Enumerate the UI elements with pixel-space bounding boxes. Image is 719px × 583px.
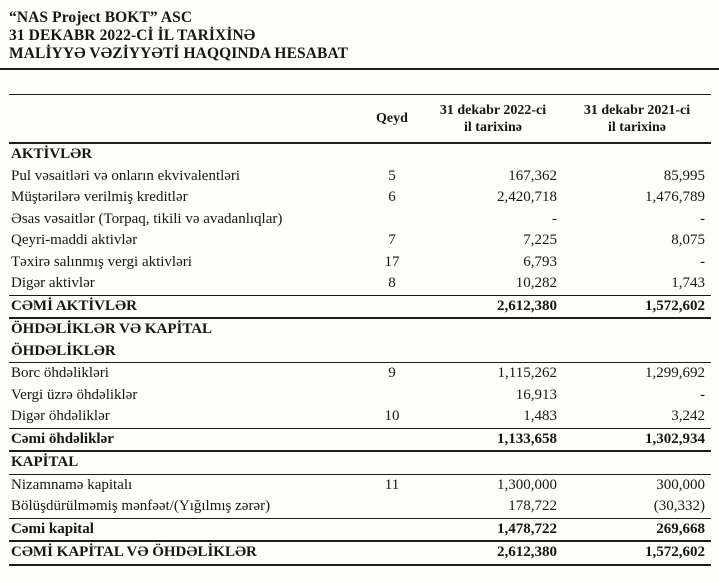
section-row (9, 143, 711, 166)
cell-y2021 (563, 451, 711, 474)
cell-note (361, 496, 423, 518)
table-row (9, 428, 711, 451)
company-name: “NAS Project BOKT” ASC (9, 9, 193, 26)
cell-label: CƏMİ KAPİTAL VƏ ÖHDƏLİKLƏR (9, 541, 361, 565)
table-row (9, 273, 711, 295)
column-header-row (9, 95, 711, 144)
cell-y2022: 178,722 (508, 498, 557, 514)
table-row (9, 166, 711, 188)
cell-note (361, 209, 423, 231)
cell-note (361, 541, 423, 565)
column-header-2021-text: 31 dekabr 2021-ci il tarixinə (583, 102, 691, 135)
cell-label: Bölüşdürülməmiş mənfəət/(Yığılmış zərər) (11, 498, 271, 514)
cell-y2022: 2,612,380 (423, 295, 563, 318)
cell-y2022: - (552, 210, 557, 227)
cell-label: Pul vəsaitləri və onların ekvivalentləri (11, 167, 241, 184)
cell-y2022: 6,793 (523, 253, 557, 270)
cell-y2021: 1,743 (671, 275, 705, 291)
cell-y2021: - (700, 253, 705, 270)
table-row (9, 252, 711, 274)
cell-y2021: 85,995 (663, 167, 705, 184)
cell-label: Borc öhdəlikləri (11, 365, 109, 381)
cell-label: Vergi üzrə öhdəliklər (11, 386, 138, 403)
cell-y2022: 1,483 (523, 408, 557, 424)
cell-y2022: 10,282 (515, 275, 557, 291)
cell-label: Qeyri-maddi aktivlər (11, 232, 138, 248)
cell-y2021: 269,668 (563, 518, 711, 541)
cell-note: 5 (388, 167, 396, 184)
cell-y2021: 8,075 (671, 232, 705, 248)
cell-label: ÖHDƏLİKLƏR (9, 341, 361, 363)
cell-note (361, 295, 423, 318)
cell-label: Digər aktivlər (11, 275, 95, 291)
cell-y2022: 2,612,380 (423, 541, 563, 565)
cell-note (361, 385, 423, 407)
cell-label: Digər öhdəliklər (11, 408, 110, 424)
section-row (9, 451, 711, 474)
column-header-note: Qeyd (361, 95, 423, 144)
cell-y2022: 1,133,658 (423, 428, 563, 451)
cell-note: 6 (388, 189, 396, 205)
cell-y2021 (563, 143, 711, 166)
column-header-2022 (423, 95, 563, 144)
cell-y2022: 16,913 (515, 386, 557, 403)
cell-y2021: 1,302,934 (563, 428, 711, 451)
cell-label: Nizamnamə kapitalı (11, 476, 133, 493)
cell-label: ÖHDƏLİKLƏR VƏ KAPİTAL (11, 321, 213, 337)
table-body (9, 143, 711, 565)
cell-label: CƏMİ AKTİVLƏR (9, 295, 361, 318)
table-row (9, 230, 711, 252)
cell-y2021: 1,572,602 (563, 541, 711, 565)
section-row (9, 318, 711, 341)
cell-note: 7 (388, 232, 396, 248)
cell-note (361, 318, 423, 341)
cell-y2021: 1,299,692 (645, 365, 705, 381)
cell-note (361, 143, 423, 166)
cell-y2022 (423, 318, 563, 341)
cell-note (361, 451, 423, 474)
table-row (9, 518, 711, 541)
cell-y2022: 7,225 (523, 232, 557, 248)
cell-y2021: (30,332) (653, 498, 705, 514)
table-header (9, 95, 711, 144)
table-row (9, 496, 711, 518)
cell-y2021 (563, 341, 711, 363)
cell-note (361, 341, 423, 363)
table-row (9, 187, 711, 209)
cell-y2021 (563, 318, 711, 341)
cell-label: Cəmi öhdəliklər (9, 428, 361, 451)
column-header-2022-text: 31 dekabr 2022-ci il tarixinə (439, 102, 547, 135)
column-header-2021 (563, 95, 711, 144)
cell-label: Əsas vəsaitlər (Torpaq, tikili və avadanlıqlar) (11, 210, 283, 227)
cell-note (361, 518, 423, 541)
cell-y2021: 1,476,789 (645, 189, 705, 205)
cell-label: KAPİTAL (9, 451, 361, 474)
table-row (9, 295, 711, 318)
statement-date: 31 DEKABR 2022-Cİ İL TARİXİNƏ (9, 27, 256, 44)
financial-position-table (9, 94, 711, 566)
cell-y2022: 2,420,718 (497, 189, 557, 205)
statement-title: MALİYYƏ VƏZİYYƏTİ HAQQINDA HESABAT (9, 45, 349, 62)
column-header-label (9, 95, 361, 144)
table-row (9, 363, 711, 385)
cell-note (361, 428, 423, 451)
cell-label: Təxirə salınmış vergi aktivləri (11, 253, 192, 270)
section-row (9, 341, 711, 363)
cell-note: 8 (388, 275, 396, 291)
cell-label: Cəmi kapital (9, 518, 361, 541)
table-row (9, 474, 711, 496)
cell-y2021: 1,572,602 (563, 295, 711, 318)
cell-y2022: 1,478,722 (423, 518, 563, 541)
cell-note: 10 (384, 408, 400, 424)
cell-y2021: 3,242 (671, 408, 705, 424)
cell-note: 17 (384, 253, 400, 270)
document-header (0, 0, 719, 70)
cell-y2022 (423, 451, 563, 474)
cell-y2022: 1,300,000 (497, 476, 557, 493)
cell-y2022 (423, 341, 563, 363)
table-row (9, 209, 711, 231)
cell-y2022: 167,362 (508, 167, 557, 184)
cell-label: AKTİVLƏR (11, 146, 93, 162)
cell-note: 9 (388, 365, 396, 381)
cell-label: Müştərilərə verilmiş kreditlər (11, 189, 188, 205)
cell-y2021: - (700, 210, 705, 227)
table-row (9, 406, 711, 428)
cell-y2021: - (700, 386, 705, 403)
cell-y2022 (423, 143, 563, 166)
cell-y2021: 300,000 (656, 476, 705, 493)
table-row (9, 541, 711, 565)
table-row (9, 385, 711, 407)
cell-y2022: 1,115,262 (497, 365, 557, 381)
cell-note: 11 (384, 476, 400, 493)
